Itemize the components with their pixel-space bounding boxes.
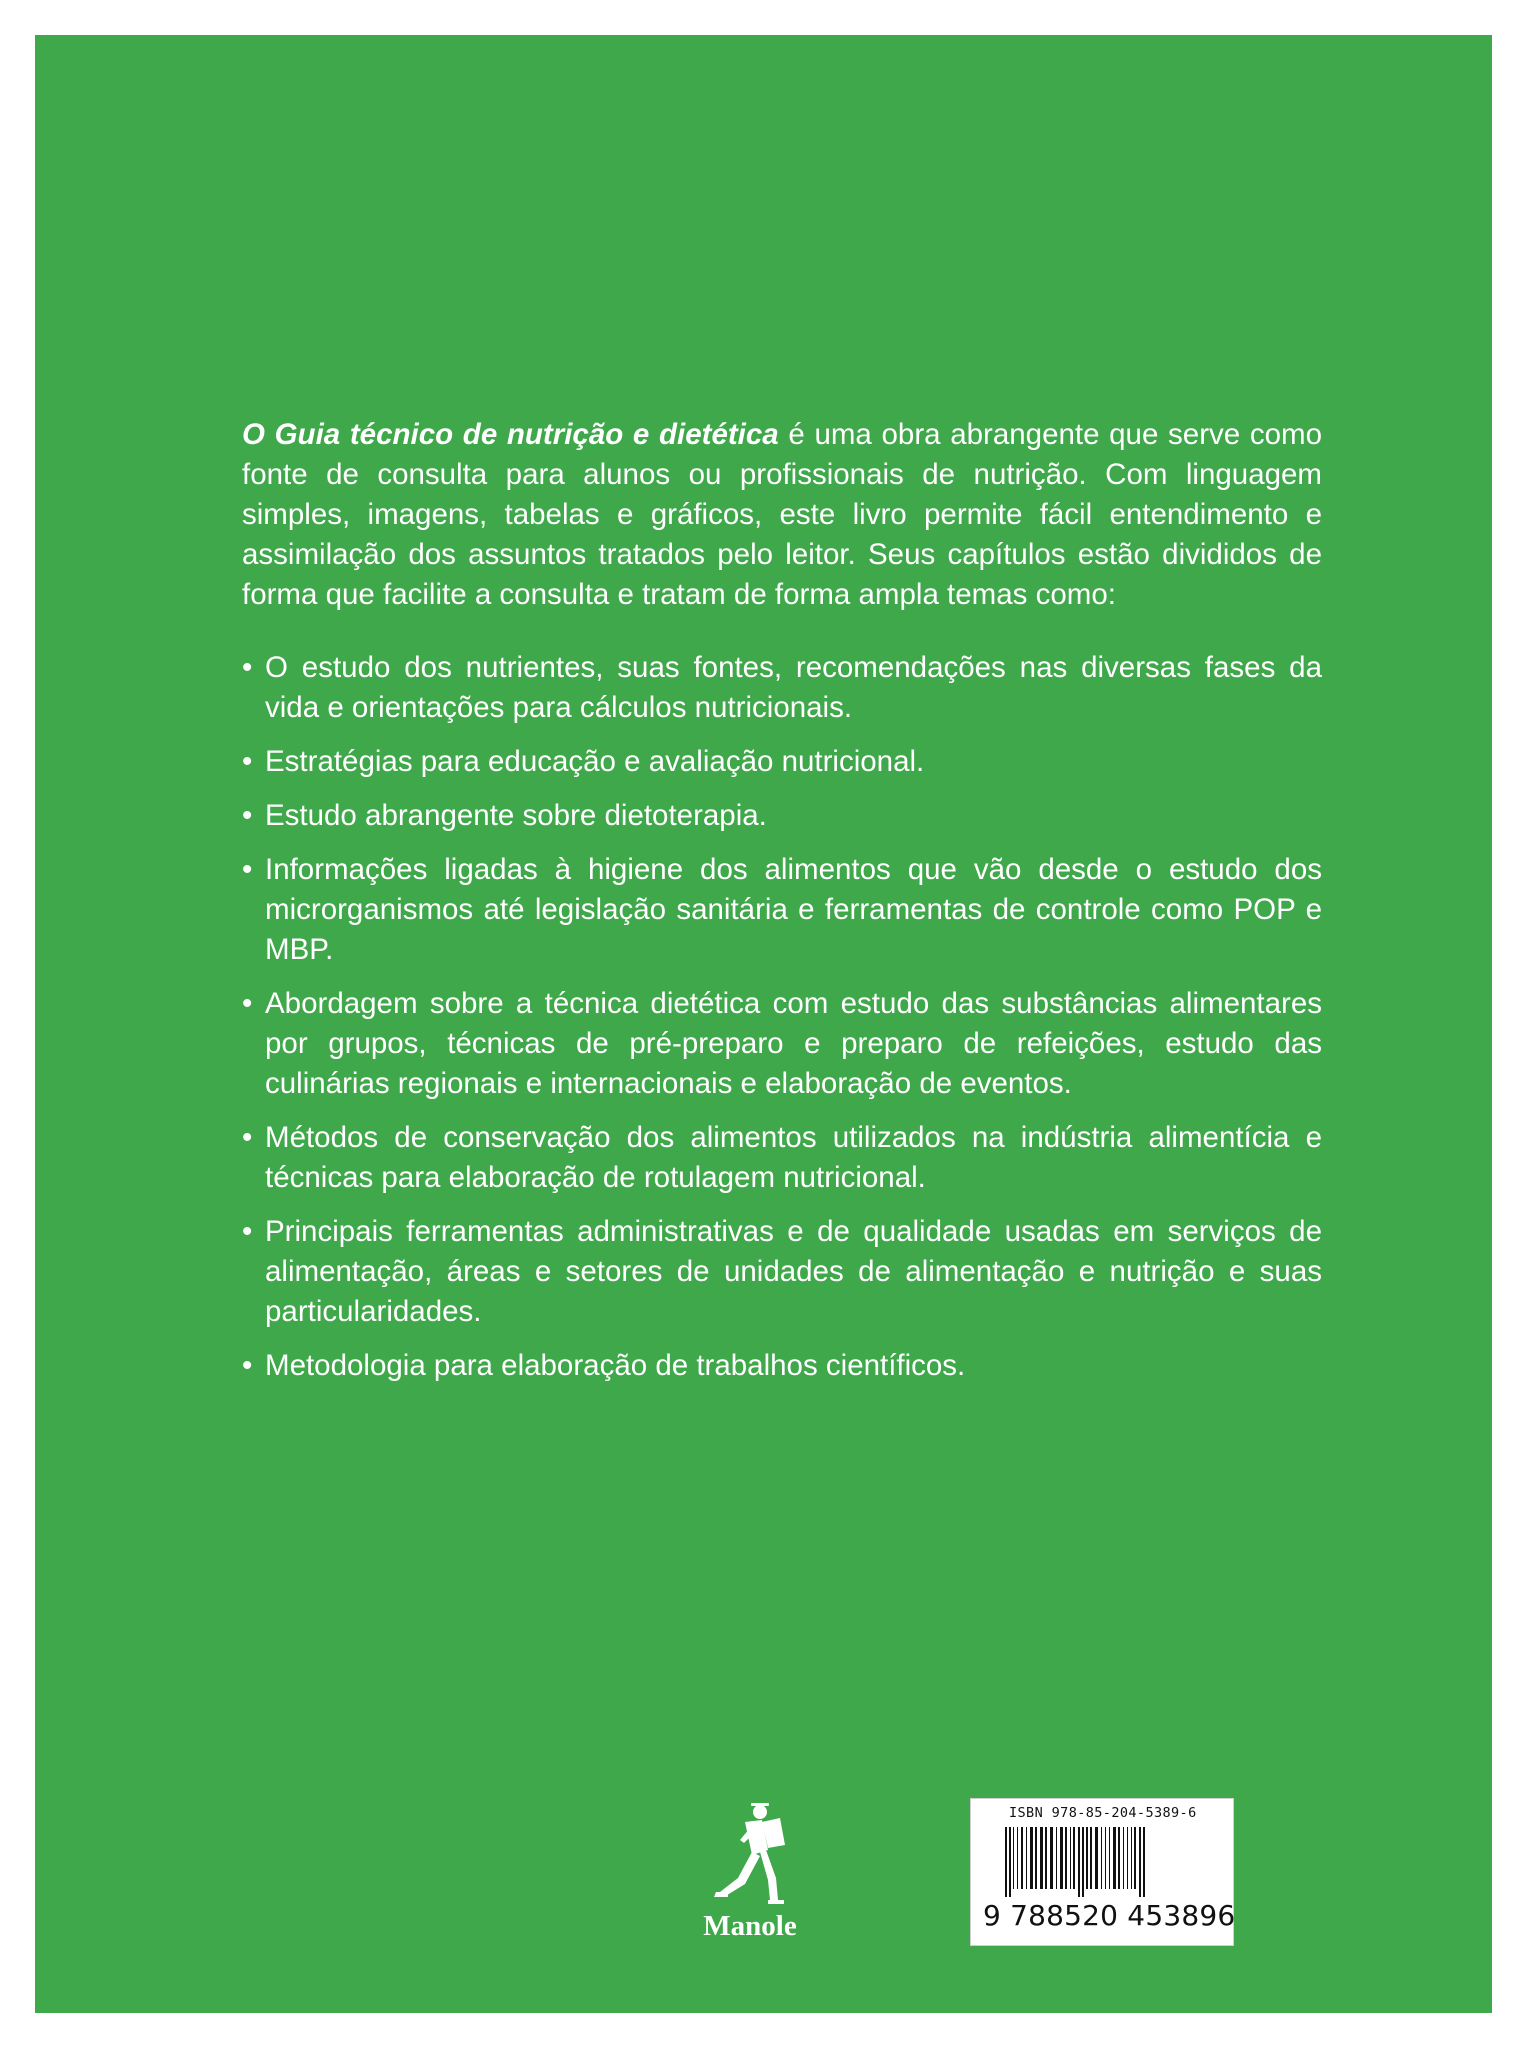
barcode-bar xyxy=(1050,1827,1053,1889)
barcode-bar xyxy=(1005,1827,1007,1897)
intro-paragraph xyxy=(242,415,1322,615)
barcode-bar xyxy=(1078,1827,1080,1897)
list-item-text: Principais ferramentas administrativas e de qualidade usadas em serviços de alimentação, áreas e setores de unidades de alimentação e nutrição e suas particularidades. xyxy=(265,1215,1322,1328)
barcode-bar xyxy=(1109,1827,1110,1889)
barcode-bar xyxy=(1101,1827,1102,1889)
barcode-bar xyxy=(1070,1827,1071,1889)
barcode-bar xyxy=(1009,1827,1011,1897)
intro-text: é uma obra abrangente que serve como fonte de consulta para alunos ou profissionais de nutrição. Com linguagem simples, imagens, tabelas e gráficos, este livro permite fácil entendimento e assimilação dos assuntos tratados pelo leitor. Seus capítulos estão divididos de forma que facilite a consulta e tratam de forma ampla temas como: xyxy=(242,418,1322,611)
barcode-bar xyxy=(1105,1827,1106,1889)
barcode-bar xyxy=(1017,1827,1018,1889)
barcode-bar xyxy=(1123,1827,1124,1889)
running-man-carrying-book-icon xyxy=(690,1800,810,1910)
list-item-text: Metodologia para elaboração de trabalhos científicos. xyxy=(265,1349,966,1382)
barcode-bar xyxy=(1013,1827,1014,1889)
barcode-bar xyxy=(1026,1827,1027,1889)
barcode-bars xyxy=(1005,1827,1225,1897)
bullet-icon: • xyxy=(242,799,253,832)
isbn-barcode xyxy=(970,1798,1234,1946)
barcode-bar xyxy=(1035,1827,1037,1889)
publisher-logo xyxy=(690,1800,810,1940)
barcode-bar xyxy=(1134,1827,1136,1889)
bullet-icon: • xyxy=(242,1121,253,1154)
barcode-bar xyxy=(1143,1827,1145,1897)
barcode-bar xyxy=(1040,1827,1043,1889)
list-item-text: Estudo abrangente sobre dietoterapia. xyxy=(265,799,767,832)
list-item-text: Informações ligadas à higiene dos alimentos que vão desde o estudo dos microrganismos até legislação sanitária e ferramentas de controle como POP e MBP. xyxy=(265,853,1322,966)
barcode-bar xyxy=(1131,1827,1132,1889)
barcode-bar xyxy=(1139,1827,1141,1897)
barcode-bar xyxy=(1086,1827,1088,1889)
barcode-bar xyxy=(1118,1827,1120,1889)
barcode-bar xyxy=(1021,1827,1023,1889)
bullet-icon: • xyxy=(242,1349,253,1382)
list-item xyxy=(242,1118,1322,1198)
bullet-icon: • xyxy=(242,651,253,684)
list-item xyxy=(242,984,1322,1104)
publisher-name: Manole xyxy=(703,1910,797,1942)
barcode-bar xyxy=(1113,1827,1116,1889)
bullet-icon: • xyxy=(242,987,253,1020)
list-item xyxy=(242,648,1322,728)
isbn-label: ISBN 978-85-204-5389-6 xyxy=(1009,1805,1197,1821)
list-item xyxy=(242,850,1322,970)
book-title: O Guia técnico de nutrição e dietética xyxy=(242,418,779,451)
back-cover-blurb xyxy=(242,415,1322,1400)
barcode-digits: 9 788520 453896 xyxy=(983,1899,1236,1932)
barcode-bar xyxy=(1060,1827,1063,1889)
barcode-bar xyxy=(1073,1827,1075,1889)
topics-list xyxy=(242,648,1322,1386)
list-item-text: O estudo dos nutrientes, suas fontes, recomendações nas diversas fases da vida e orientações para cálculos nutricionais. xyxy=(265,651,1322,724)
back-cover xyxy=(35,35,1492,2013)
bullet-icon: • xyxy=(242,745,253,778)
barcode-bar xyxy=(1127,1827,1128,1889)
barcode-bar xyxy=(1095,1827,1098,1889)
list-item xyxy=(242,1212,1322,1332)
barcode-bar xyxy=(1082,1827,1084,1897)
list-item xyxy=(242,796,1322,836)
list-item xyxy=(242,1346,1322,1386)
barcode-bar xyxy=(1056,1827,1057,1889)
barcode-bar xyxy=(1065,1827,1067,1889)
barcode-bar xyxy=(1045,1827,1047,1889)
list-item-text: Estratégias para educação e avaliação nutricional. xyxy=(265,745,925,778)
bullet-icon: • xyxy=(242,1215,253,1248)
list-item-text: Abordagem sobre a técnica dietética com estudo das substâncias alimentares por grupos, técnicas de pré-preparo e preparo de refeições, estudo das culinárias regionais e internacionais e elaboração de eventos. xyxy=(265,987,1322,1100)
barcode-bar xyxy=(1090,1827,1092,1889)
barcode-bar xyxy=(1030,1827,1033,1889)
list-item-text: Métodos de conservação dos alimentos utilizados na indústria alimentícia e técnicas para elaboração de rotulagem nutricional. xyxy=(265,1121,1322,1194)
list-item xyxy=(242,742,1322,782)
bullet-icon: • xyxy=(242,853,253,886)
